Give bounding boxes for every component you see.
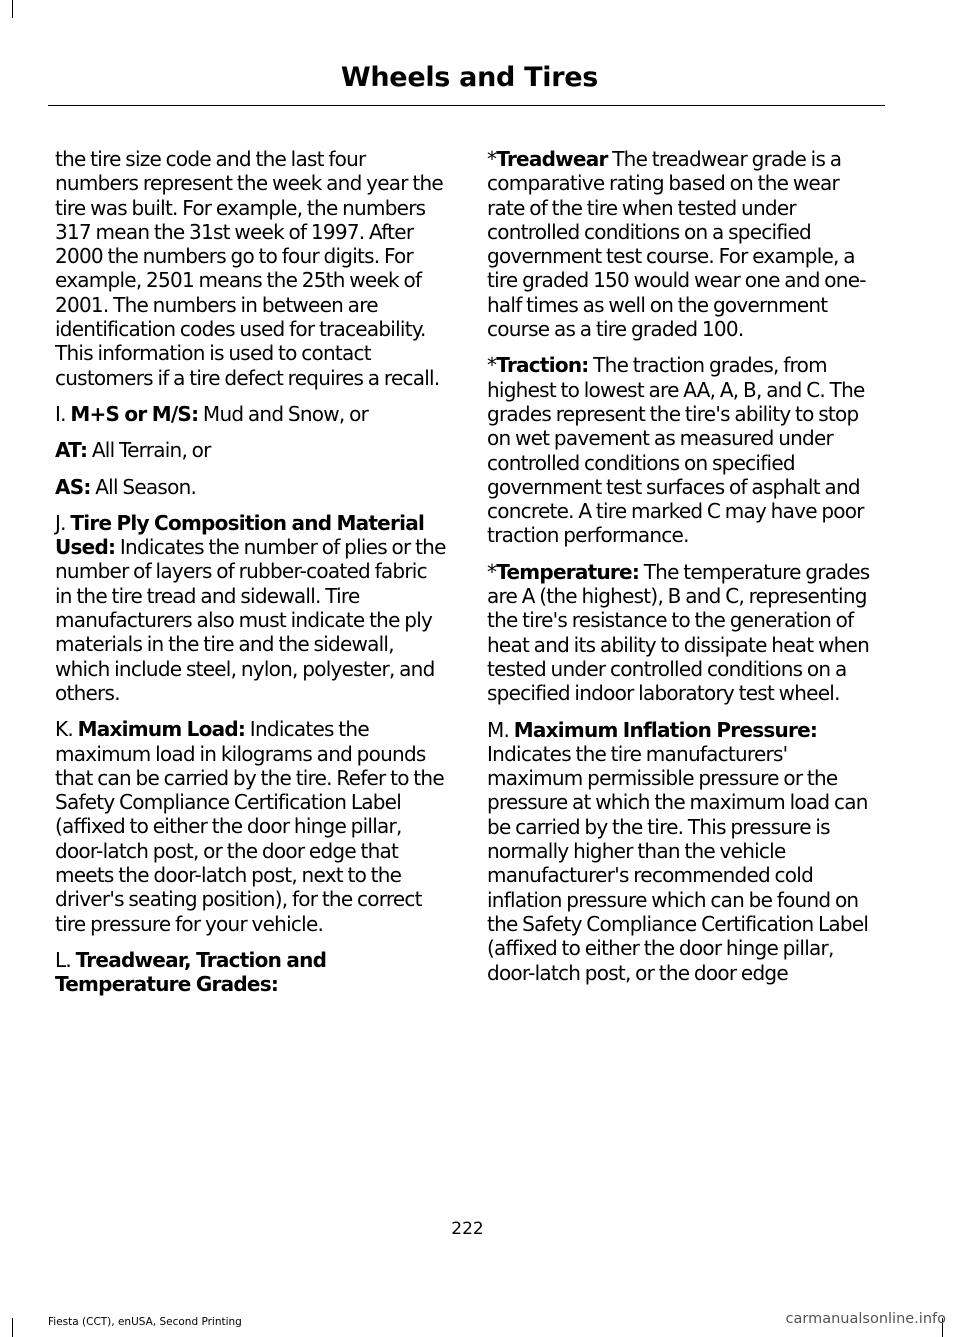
watermark: carmanualsonline.info bbox=[785, 1311, 946, 1327]
paragraph-lead: I. bbox=[55, 401, 71, 426]
paragraph-text: Indicates the number of plies or the number of layers of rubber-coated fabric in the tire tread and sidewall. Tire manufacturers also must indicate the ply materials in the tire and the sidewall, which include steel, nylon, polyester, and others. bbox=[55, 535, 446, 705]
paragraph bbox=[55, 511, 447, 705]
paragraph-label: Traction: bbox=[496, 353, 589, 378]
paragraph-lead: * bbox=[487, 559, 497, 584]
paragraph-lead: * bbox=[487, 147, 497, 171]
paragraph-text: All Season. bbox=[90, 474, 197, 499]
crop-mark-bottom-left bbox=[12, 1318, 13, 1337]
title-divider bbox=[48, 105, 885, 106]
paragraph-text: The traction grades, from highest to lowest are AA, A, B, and C. The grades represent the tire's ability to stop on wet pavement as measured under controlled conditions on specified government test surfaces of asphalt and concrete. A tire marked C may have poor traction performance. bbox=[487, 353, 865, 548]
paragraph-lead: K. bbox=[55, 717, 78, 742]
paragraph bbox=[55, 717, 447, 936]
paragraph-text: All Terrain, or bbox=[87, 438, 211, 463]
page-title: Wheels and Tires bbox=[340, 62, 598, 93]
paragraph bbox=[487, 147, 879, 341]
paragraph bbox=[487, 353, 879, 547]
footer-text: Fiesta (CCT), enUSA, Second Printing bbox=[48, 1316, 242, 1328]
paragraph-text: The treadwear grade is a comparative rating based on the wear rate of the tire when tested under controlled conditions on a specified government test course. For example, a tire graded 150 would wear one and one-half times as well on the government course as a tire graded 100. bbox=[487, 147, 866, 342]
paragraph-lead: J. bbox=[55, 510, 71, 535]
paragraph-lead: M. bbox=[487, 717, 514, 742]
paragraph-label: Tire Ply Composition and Material Used: bbox=[55, 510, 425, 560]
right-column bbox=[487, 147, 879, 997]
page-number: 222 bbox=[451, 1219, 484, 1239]
paragraph-text: Mud and Snow, or bbox=[198, 401, 369, 426]
left-column bbox=[55, 147, 447, 1009]
paragraph-lead: * bbox=[487, 353, 497, 378]
paragraph-label: Treadwear, Traction and Temperature Grades: bbox=[55, 947, 327, 997]
paragraph-label: AS: bbox=[55, 474, 91, 499]
paragraph bbox=[487, 560, 879, 706]
paragraph-text: The temperature grades are A (the highest), B and C, representing the tire's resistance to the generation of heat and its ability to dissipate heat when tested under controlled conditions on a specified indoor laboratory test wheel. bbox=[487, 559, 870, 706]
paragraph-text: Indicates the maximum load in kilograms and pounds that can be carried by the tire. Refer to the Safety Compliance Certification Label (affixed to either the door hinge pillar, door-latch post, or the door edge that meets the door-latch post, next to the driver's seating position), for the correct tire pressure for your vehicle. bbox=[55, 717, 444, 936]
paragraph bbox=[55, 475, 447, 499]
paragraph-label: Maximum Inflation Pressure: bbox=[513, 717, 818, 742]
paragraph-label: M+S or M/S: bbox=[70, 401, 199, 426]
paragraph bbox=[55, 147, 447, 390]
paragraph bbox=[487, 718, 879, 985]
paragraph-label: Temperature: bbox=[496, 559, 640, 584]
paragraph-label: Maximum Load: bbox=[77, 717, 246, 742]
paragraph-lead: L. bbox=[55, 947, 76, 972]
paragraph-label: Treadwear bbox=[496, 147, 608, 171]
crop-mark-top-left bbox=[12, 0, 13, 18]
paragraph-label: AT: bbox=[55, 438, 88, 463]
paragraph-text: Indicates the tire manufacturers' maximum permissible pressure or the pressure at which the maximum load can be carried by the tire. This pressure is normally higher than the vehicle manufacturer's recommended cold inflation pressure which can be found on the Safety Compliance Certification Label (affixed to either the door hinge pillar, door-latch post, or the door edge bbox=[487, 741, 869, 985]
paragraph bbox=[55, 948, 447, 997]
paragraph bbox=[55, 438, 447, 462]
paragraph-text: the tire size code and the last four numbers represent the week and year the tire was built. For example, the numbers 317 mean the 31st week of 1997. After 2000 the numbers go to four digits. For example, 2501 means the 25th week of 2001. The numbers in between are identification codes used for traceability. This information is used to contact customers if a tire defect requires a recall. bbox=[55, 147, 443, 390]
paragraph bbox=[55, 402, 447, 426]
